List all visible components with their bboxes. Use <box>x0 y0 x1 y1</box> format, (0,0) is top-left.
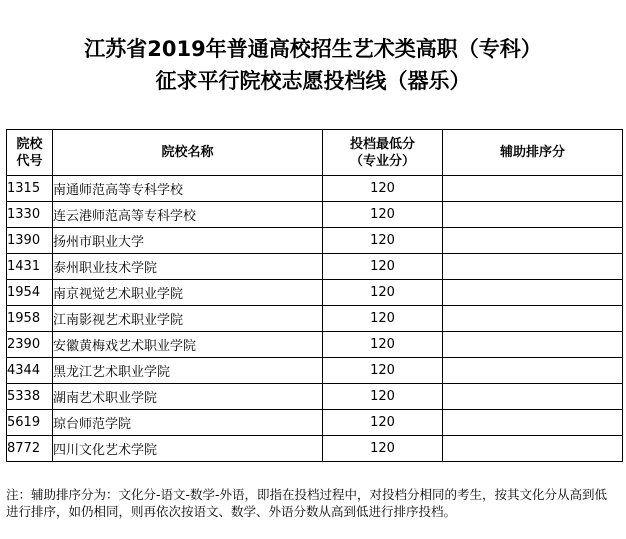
header-school-code-line-2: 代号 <box>16 153 43 169</box>
school-name-cell: 黑龙江艺术职业学院 <box>53 358 323 384</box>
school-code-cell: 2390 <box>7 332 53 358</box>
table-header-row <box>7 130 623 176</box>
school-code-cell: 1954 <box>7 280 53 306</box>
min-score-cell: 120 <box>323 280 443 306</box>
min-score-cell: 120 <box>323 306 443 332</box>
aux-score-cell <box>443 358 623 384</box>
min-score-cell: 120 <box>323 228 443 254</box>
table-row <box>7 202 623 228</box>
school-code-cell: 4344 <box>7 358 53 384</box>
table-row <box>7 254 623 280</box>
school-name-cell: 四川文化艺术学院 <box>53 436 323 462</box>
school-name-cell: 安徽黄梅戏艺术职业学院 <box>53 332 323 358</box>
table-row <box>7 436 623 462</box>
school-name-cell: 泰州职业技术学院 <box>53 254 323 280</box>
school-name-cell: 南通师范高等专科学校 <box>53 176 323 202</box>
header-min-score <box>323 130 443 176</box>
aux-score-cell <box>443 306 623 332</box>
min-score-cell: 120 <box>323 358 443 384</box>
page-title-line-1: 江苏省2019年普通高校招生艺术类高职（专科） <box>84 37 542 61</box>
table-body <box>7 176 623 462</box>
aux-score-cell <box>443 228 623 254</box>
school-name-cell: 连云港师范高等专科学校 <box>53 202 323 228</box>
admission-score-table <box>6 129 623 462</box>
min-score-cell: 120 <box>323 202 443 228</box>
footnote: 注：辅助排序分为：文化分-语文-数学-外语，即指在投档过程中，对投档分相同的考生，按其文化分从高到低进行排序，如仍相同，则再依次按语文、数学、外语分数从高到低进行排序投档。 <box>6 487 608 519</box>
header-school-code <box>7 130 53 176</box>
aux-score-cell <box>443 254 623 280</box>
header-school-name: 院校名称 <box>53 130 323 176</box>
min-score-cell: 120 <box>323 410 443 436</box>
table-row <box>7 410 623 436</box>
table-row <box>7 228 623 254</box>
school-name-cell: 南京视觉艺术职业学院 <box>53 280 323 306</box>
aux-score-cell <box>443 384 623 410</box>
page-title-line-2: 征求平行院校志愿投档线（器乐） <box>155 69 471 93</box>
header-aux-score: 辅助排序分 <box>443 130 623 176</box>
min-score-cell: 120 <box>323 384 443 410</box>
school-code-cell: 1958 <box>7 306 53 332</box>
school-code-cell: 1315 <box>7 176 53 202</box>
aux-score-cell <box>443 410 623 436</box>
min-score-cell: 120 <box>323 332 443 358</box>
aux-score-cell <box>443 280 623 306</box>
header-school-code-line-1: 院校 <box>16 136 43 152</box>
min-score-cell: 120 <box>323 254 443 280</box>
school-code-cell: 5619 <box>7 410 53 436</box>
table-row <box>7 306 623 332</box>
school-code-cell: 1390 <box>7 228 53 254</box>
school-code-cell: 5338 <box>7 384 53 410</box>
school-name-cell: 琼台师范学院 <box>53 410 323 436</box>
min-score-cell: 120 <box>323 176 443 202</box>
school-name-cell: 扬州市职业大学 <box>53 228 323 254</box>
school-code-cell: 1330 <box>7 202 53 228</box>
school-code-cell: 1431 <box>7 254 53 280</box>
min-score-cell: 120 <box>323 436 443 462</box>
header-min-score-line-2: （专业分） <box>349 153 415 169</box>
aux-score-cell <box>443 176 623 202</box>
school-name-cell: 江南影视艺术职业学院 <box>53 306 323 332</box>
header-min-score-line-1: 投档最低分 <box>349 136 415 152</box>
table-row <box>7 176 623 202</box>
school-code-cell: 8772 <box>7 436 53 462</box>
table-row <box>7 332 623 358</box>
aux-score-cell <box>443 202 623 228</box>
table-row <box>7 280 623 306</box>
table-row <box>7 384 623 410</box>
school-name-cell: 湖南艺术职业学院 <box>53 384 323 410</box>
table-row <box>7 358 623 384</box>
aux-score-cell <box>443 332 623 358</box>
aux-score-cell <box>443 436 623 462</box>
